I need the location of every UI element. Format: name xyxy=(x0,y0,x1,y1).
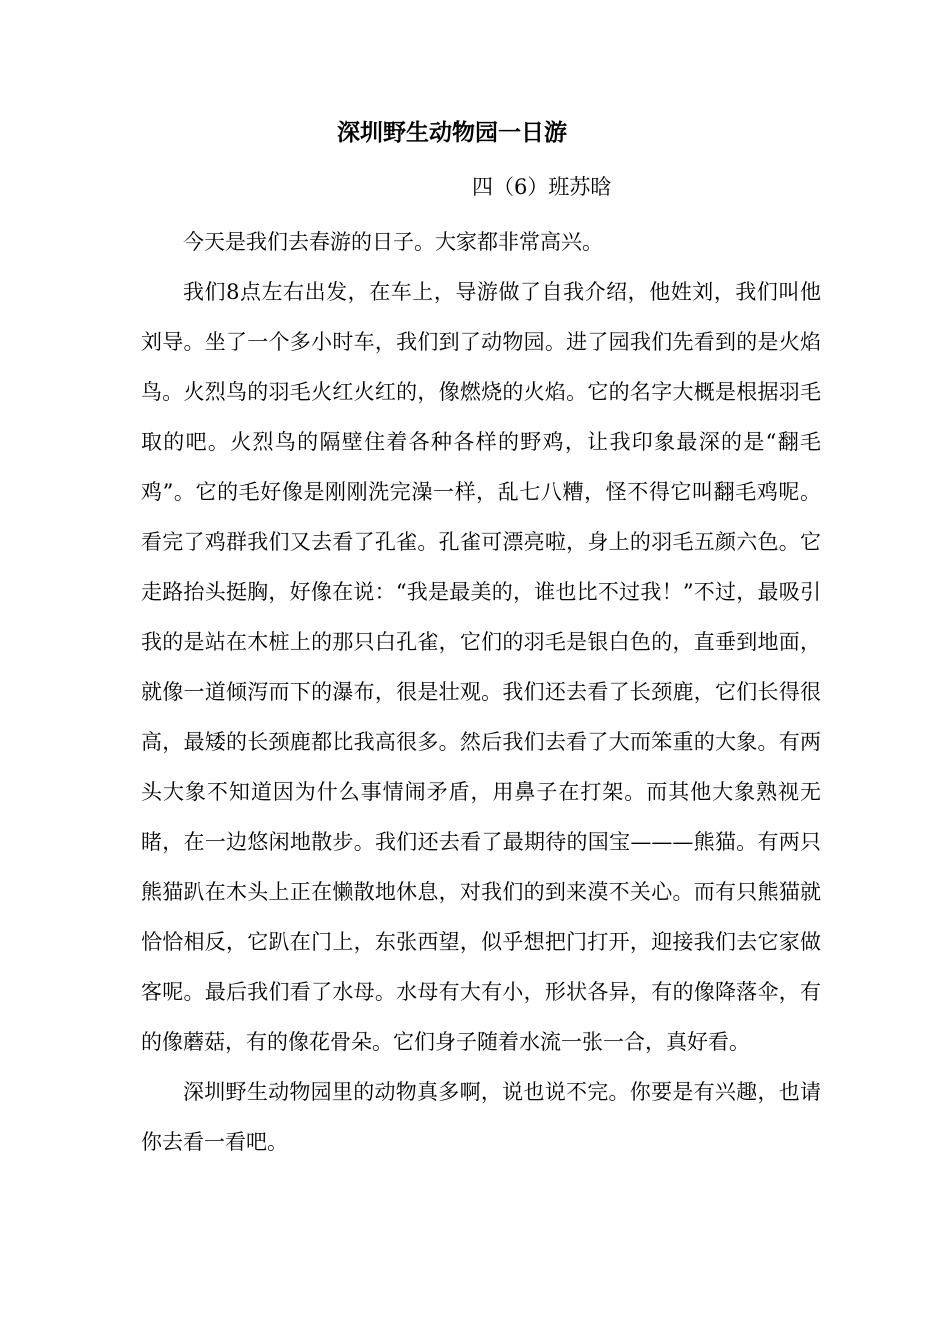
document-title: 深圳野生动物园一日游 xyxy=(337,120,567,146)
author-line: 四（6）班苏晗 xyxy=(472,175,612,199)
paragraph-intro: 今天是我们去春游的日子。大家都非常高兴。 xyxy=(183,230,603,254)
paragraph-main: 我们8点左右出发，在车上，导游做了自我介绍，他姓刘，我们叫他刘导。坐了一个多小时车，我们到了动物园。进了园我们先看到的是火焰鸟。火烈鸟的羽毛火红火红的，像燃烧的火焰。它的名字大概是根据羽毛取的吧。火烈鸟的隔壁住着各种各样的野鸡，让我印象最深的是“翻毛鸡”。它的毛好像是刚刚洗完澡一样，乱七八糟，怪不得它叫翻毛鸡呢。看完了鸡群我们又去看了孔雀。孔雀可漂亮啦，身上的羽毛五颜六色。它走路抬头挺胸，好像在说：“我是最美的，谁也比不过我！”不过，最吸引我的是站在木桩上的那只白孔雀，它们的羽毛是银白色的，直垂到地面，就像一道倾泻而下的瀑布，很是壮观。我们还去看了长颈鹿，它们长得很高，最矮的长颈鹿都比我高很多。然后我们去看了大而笨重的大象。有两头大象不知道因为什么事情闹矛盾，用鼻子在打架。而其他大象熟视无睹，在一边悠闲地散步。我们还去看了最期待的国宝———熊猫。有两只熊猫趴在木头上正在懒散地休息，对我们的到来漠不关心。而有只熊猫就恰恰相反，它趴在门上，东张西望，似乎想把门打开，迎接我们去它家做客呢。最后我们看了水母。水母有大有小，形状各异，有的像降落伞，有的像蘑菇，有的像花骨朵。它们身子随着水流一张一合，真好看。 xyxy=(141,280,821,1054)
paragraph-conclusion: 深圳野生动物园里的动物真多啊，说也说不完。你要是有兴趣，也请你去看一看吧。 xyxy=(141,1080,821,1154)
essay-body xyxy=(141,217,821,1167)
